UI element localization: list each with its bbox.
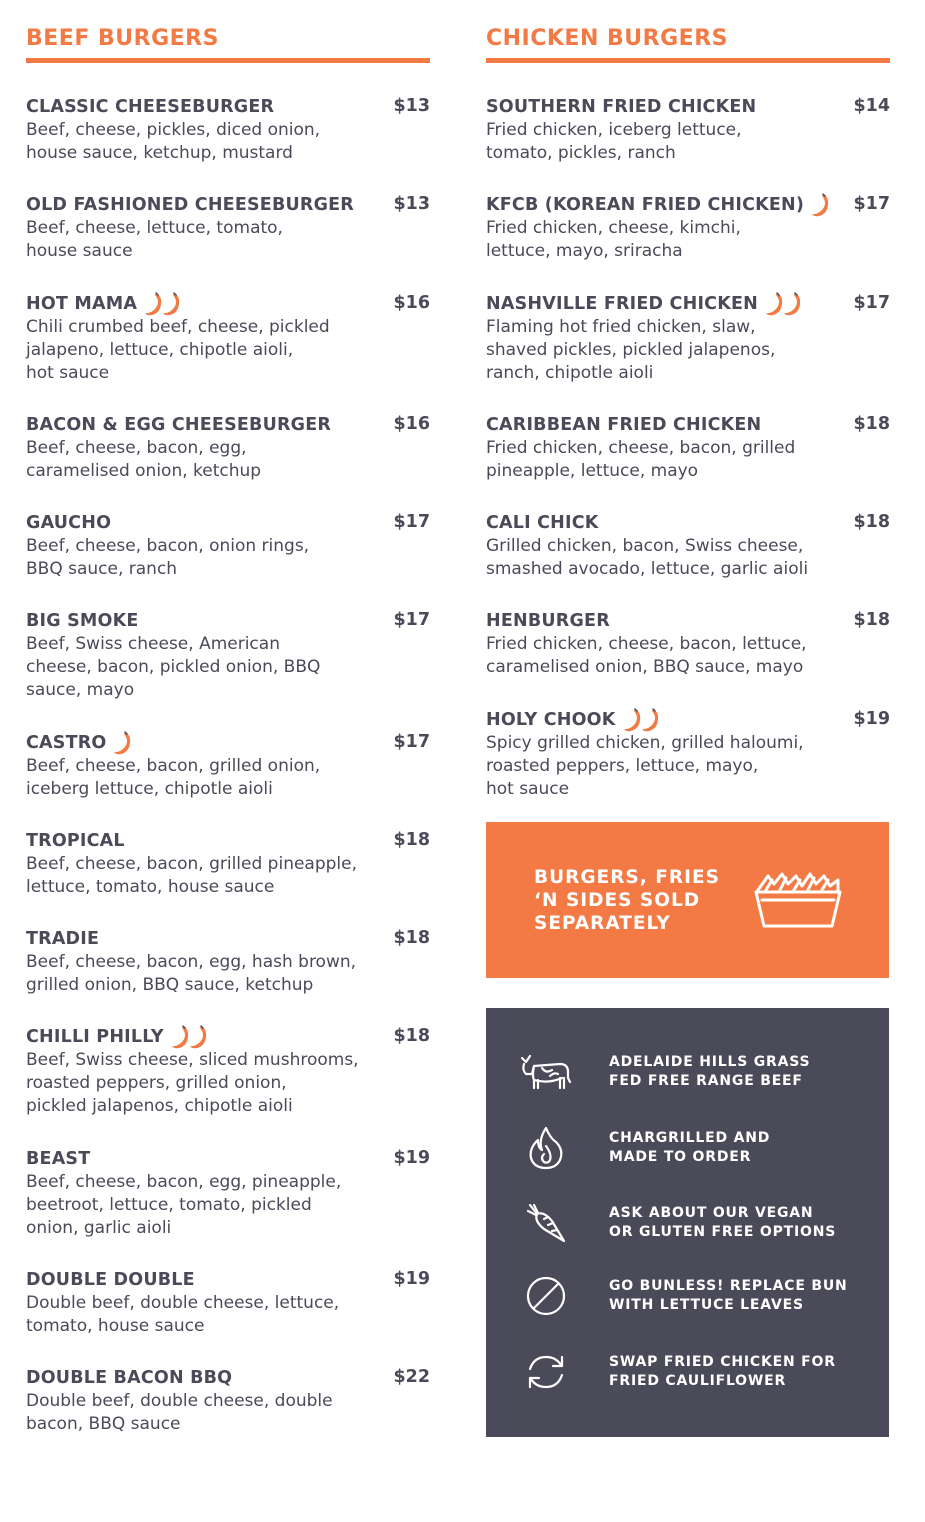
chili-icon — [161, 292, 181, 316]
menu-item-description: Beef, cheese, bacon, onion rings, BBQ sauce, ranch — [26, 536, 310, 579]
menu-item — [26, 293, 430, 385]
menu-item-header — [26, 512, 430, 534]
menu-item — [486, 709, 890, 801]
flame-icon — [486, 1126, 606, 1170]
menu-item — [26, 1148, 430, 1240]
fries-icon — [752, 870, 844, 935]
menu-item-price: $18 — [393, 830, 430, 850]
menu-item — [26, 830, 430, 899]
menu-item-description: Beef, cheese, bacon, egg, pineapple, beetroot, lettuce, tomato, pickled onion, garlic aioli — [26, 1172, 342, 1238]
menu-item-description: Spicy grilled chicken, grilled haloumi, roasted peppers, lettuce, mayo, hot sauce — [486, 733, 804, 799]
spicy-indicator — [764, 292, 800, 316]
carrot-icon — [486, 1201, 606, 1245]
info-item-chargrilled — [486, 1126, 889, 1170]
info-text-vegan: ASK ABOUT OUR VEGAN OR GLUTEN FREE OPTIONS — [609, 1205, 837, 1240]
menu-item-name: HOT MAMA — [26, 294, 138, 314]
menu-item-name: CHILLI PHILLY — [26, 1027, 164, 1047]
chili-icon — [810, 193, 830, 217]
menu-item-description: Fried chicken, cheese, kimchi, lettuce, mayo, sriracha — [486, 218, 741, 261]
menu-item-description: Fried chicken, iceberg lettuce, tomato, pickles, ranch — [486, 120, 742, 163]
sold-separately-banner — [486, 822, 889, 978]
info-item-vegan — [486, 1201, 889, 1245]
menu-item-price: $19 — [393, 1269, 430, 1289]
menu-item-header — [486, 293, 890, 315]
menu-item — [26, 1026, 430, 1118]
info-text-beef: ADELAIDE HILLS GRASS FED FREE RANGE BEEF — [609, 1054, 811, 1089]
chili-icon — [782, 292, 802, 316]
menu-item-price: $17 — [393, 610, 430, 630]
menu-item — [486, 96, 890, 165]
menu-item-price: $18 — [853, 414, 890, 434]
menu-item-price: $16 — [393, 293, 430, 313]
spicy-indicator — [810, 193, 828, 217]
cow-icon — [486, 1052, 606, 1092]
menu-item-header — [26, 414, 430, 436]
menu-item-header — [26, 96, 430, 118]
menu-item-price: $13 — [393, 96, 430, 116]
menu-item-price: $19 — [393, 1148, 430, 1168]
menu-item-header — [486, 96, 890, 118]
menu-item-description: Beef, cheese, lettuce, tomato, house sauce — [26, 218, 283, 261]
menu-item-header — [486, 194, 890, 216]
menu-item — [486, 414, 890, 483]
menu-item — [26, 194, 430, 263]
menu-item-price: $17 — [393, 512, 430, 532]
menu-item-price: $14 — [853, 96, 890, 116]
menu-item-name: OLD FASHIONED CHEESEBURGER — [26, 195, 354, 215]
menu-item-description: Double beef, double cheese, double bacon, BBQ sauce — [26, 1391, 333, 1434]
spicy-indicator — [170, 1025, 206, 1049]
menu-item-price: $17 — [393, 732, 430, 752]
menu-item-name: HOLY CHOOK — [486, 710, 616, 730]
menu-item-header — [486, 709, 890, 731]
menu-item-name: SOUTHERN FRIED CHICKEN — [486, 97, 757, 117]
menu-item-name: BIG SMOKE — [26, 611, 139, 631]
menu-item-price: $18 — [853, 512, 890, 532]
menu-item-description: Double beef, double cheese, lettuce, tomato, house sauce — [26, 1293, 340, 1336]
no-bun-icon — [486, 1275, 606, 1317]
menu-item-header — [26, 194, 430, 216]
beef-burgers-title: BEEF BURGERS — [26, 26, 219, 51]
menu-item-name: CLASSIC CHEESEBURGER — [26, 97, 275, 117]
menu-item-description: Flaming hot fried chicken, slaw, shaved pickles, pickled jalapenos, ranch, chipotle aioli — [486, 317, 776, 383]
menu-item-price: $19 — [853, 709, 890, 729]
menu-item-header — [26, 732, 430, 754]
menu-item — [26, 414, 430, 483]
menu-item — [26, 928, 430, 997]
menu-item — [26, 732, 430, 801]
menu-item-price: $18 — [393, 1026, 430, 1046]
menu-item-price: $18 — [853, 610, 890, 630]
menu-item-name: GAUCHO — [26, 513, 112, 533]
menu-item-name: TRADIE — [26, 929, 100, 949]
menu-item-description: Beef, Swiss cheese, American cheese, bacon, pickled onion, BBQ sauce, mayo — [26, 634, 321, 700]
menu-item-description: Beef, Swiss cheese, sliced mushrooms, roasted peppers, grilled onion, pickled jalapenos, chipotle aioli — [26, 1050, 359, 1116]
menu-item-description: Beef, cheese, bacon, egg, hash brown, grilled onion, BBQ sauce, ketchup — [26, 952, 357, 995]
menu-item-header — [486, 512, 890, 534]
menu-item-header — [486, 414, 890, 436]
beef-burgers-section — [26, 24, 430, 1434]
menu-item-price: $18 — [393, 928, 430, 948]
menu-item-name: TROPICAL — [26, 831, 125, 851]
section-divider — [486, 58, 890, 63]
menu-item-name: BEAST — [26, 1149, 91, 1169]
menu-item — [26, 1269, 430, 1338]
menu-item — [26, 512, 430, 581]
menu-item-name: CALI CHICK — [486, 513, 599, 533]
menu-item-description: Fried chicken, cheese, bacon, grilled pineapple, lettuce, mayo — [486, 438, 796, 481]
info-item-beef — [486, 1052, 889, 1092]
swap-icon — [486, 1351, 606, 1393]
menu-item-price: $16 — [393, 414, 430, 434]
info-item-bunless — [486, 1275, 889, 1317]
menu-item-description: Beef, cheese, pickles, diced onion, house sauce, ketchup, mustard — [26, 120, 321, 163]
menu-item-name: CASTRO — [26, 733, 107, 753]
menu-item-header — [26, 1148, 430, 1170]
menu-item-name: HENBURGER — [486, 611, 610, 631]
menu-item-name: CARIBBEAN FRIED CHICKEN — [486, 415, 762, 435]
menu-item-header — [26, 610, 430, 632]
menu-item-header — [486, 610, 890, 632]
chili-icon — [143, 292, 163, 316]
menu-item-price: $22 — [393, 1367, 430, 1387]
menu-item-description: Beef, cheese, bacon, grilled onion, iceberg lettuce, chipotle aioli — [26, 756, 321, 799]
menu-item-header — [26, 293, 430, 315]
menu-item-name: NASHVILLE FRIED CHICKEN — [486, 294, 758, 314]
menu-item — [486, 512, 890, 581]
menu-item-header — [26, 1269, 430, 1291]
chili-icon — [112, 731, 132, 755]
menu-item-name: DOUBLE BACON BBQ — [26, 1368, 233, 1388]
menu-item — [26, 1367, 430, 1436]
chili-icon — [622, 708, 642, 732]
menu-item-name: DOUBLE DOUBLE — [26, 1270, 195, 1290]
menu-item-price: $17 — [853, 194, 890, 214]
chicken-burgers-title: CHICKEN BURGERS — [486, 26, 728, 51]
menu-item-header — [26, 830, 430, 852]
menu-item-description: Grilled chicken, bacon, Swiss cheese, smashed avocado, lettuce, garlic aioli — [486, 536, 809, 579]
menu-item-header — [26, 1026, 430, 1048]
info-panel — [486, 1008, 889, 1437]
menu-item-name: BACON & EGG CHEESEBURGER — [26, 415, 332, 435]
chili-icon — [170, 1025, 190, 1049]
menu-item-name: KFCB (KOREAN FRIED CHICKEN) — [486, 195, 805, 215]
info-text-swap: SWAP FRIED CHICKEN FOR FRIED CAULIFLOWER — [609, 1354, 836, 1389]
menu-item-price: $13 — [393, 194, 430, 214]
menu-item-price: $17 — [853, 293, 890, 313]
spicy-indicator — [112, 731, 130, 755]
chicken-burgers-section — [486, 24, 890, 799]
chili-icon — [764, 292, 784, 316]
menu-item — [486, 293, 890, 385]
chili-icon — [188, 1025, 208, 1049]
menu-item-description: Chili crumbed beef, cheese, pickled jalapeno, lettuce, chipotle aioli, hot sauce — [26, 317, 330, 383]
info-text-bunless: GO BUNLESS! REPLACE BUN WITH LETTUCE LEAVES — [609, 1278, 848, 1313]
section-divider — [26, 58, 430, 63]
menu-item — [486, 194, 890, 263]
sold-separately-text: BURGERS, FRIES ‘N SIDES SOLD SEPARATELY — [534, 866, 720, 934]
menu-item-header — [26, 928, 430, 950]
menu-item-description: Fried chicken, cheese, bacon, lettuce, caramelised onion, BBQ sauce, mayo — [486, 634, 807, 677]
menu-item — [26, 610, 430, 702]
menu-item — [26, 96, 430, 165]
menu-item-header — [26, 1367, 430, 1389]
menu-item-description: Beef, cheese, bacon, egg, caramelised onion, ketchup — [26, 438, 262, 481]
spicy-indicator — [622, 708, 658, 732]
menu-item — [486, 610, 890, 679]
info-item-swap — [486, 1351, 889, 1393]
spicy-indicator — [143, 292, 179, 316]
info-text-chargrilled: CHARGRILLED AND MADE TO ORDER — [609, 1130, 771, 1165]
menu-item-description: Beef, cheese, bacon, grilled pineapple, lettuce, tomato, house sauce — [26, 854, 358, 897]
chili-icon — [640, 708, 660, 732]
